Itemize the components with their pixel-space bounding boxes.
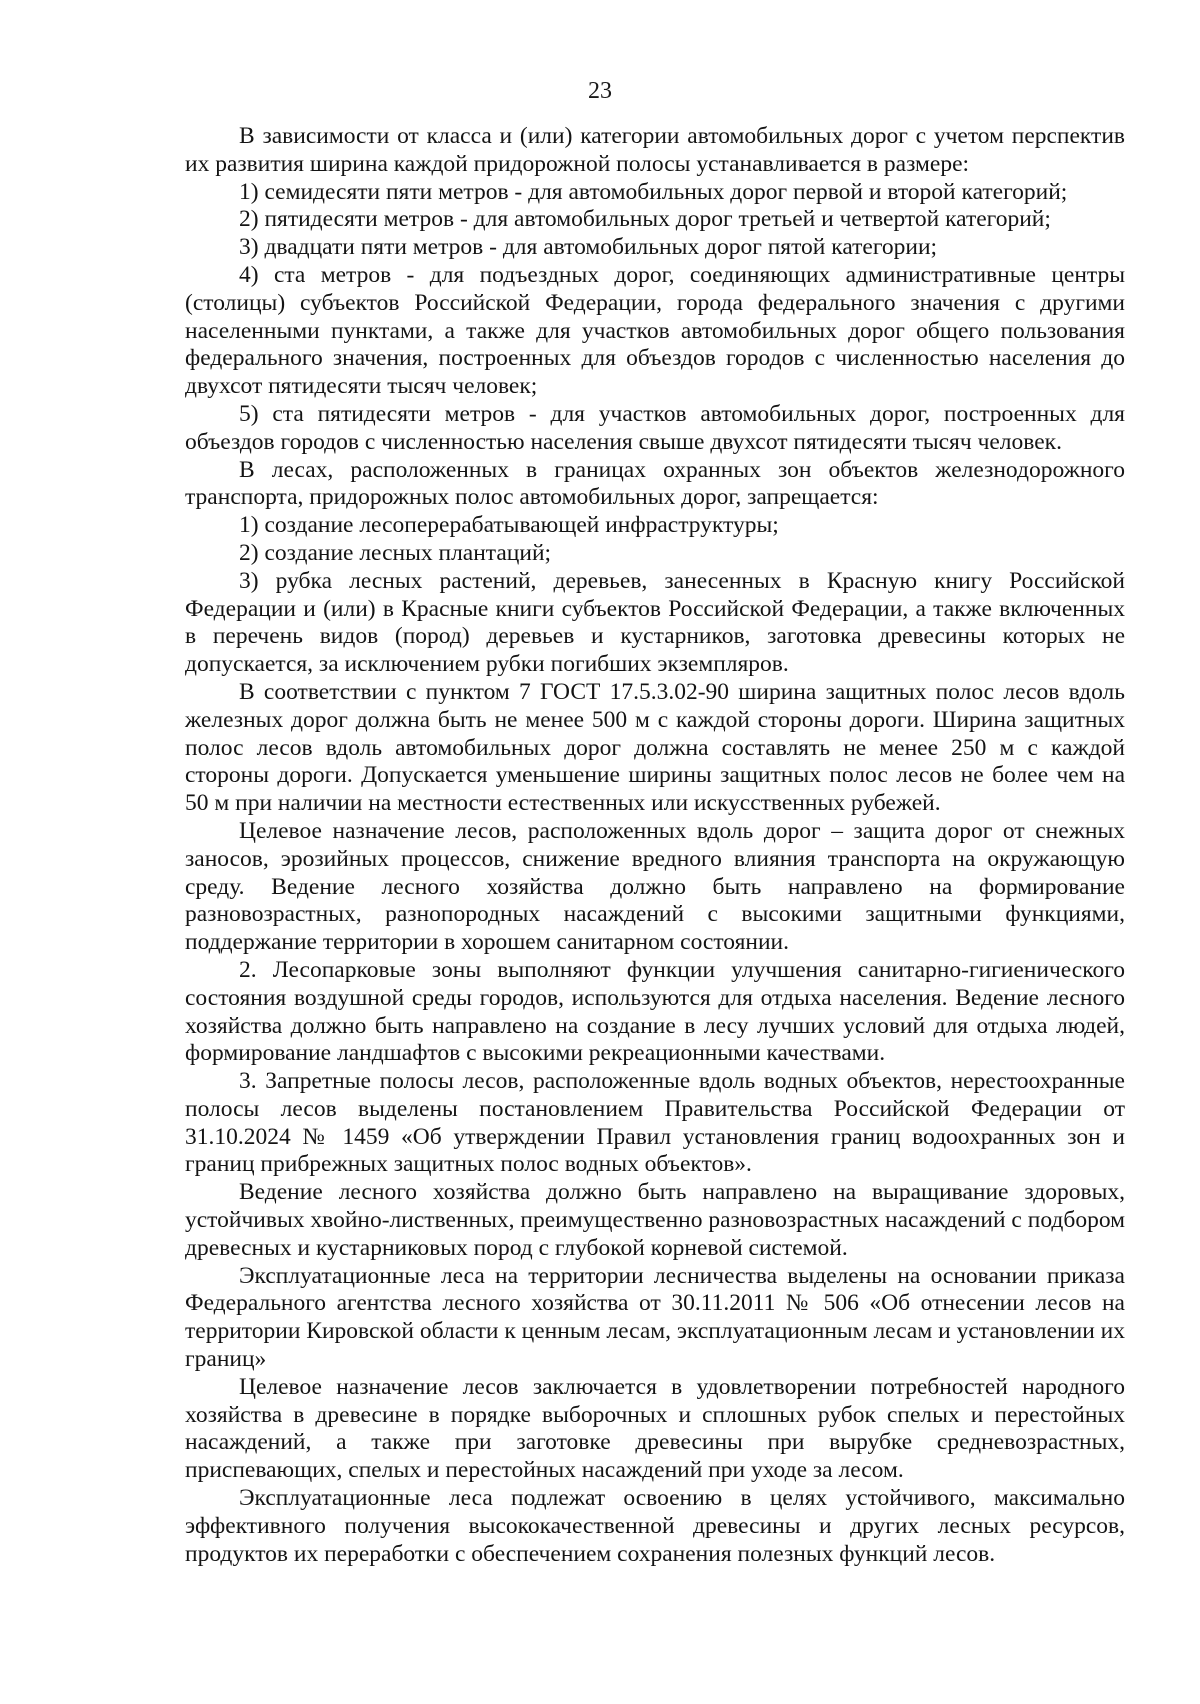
paragraph-gost-protective-strips: В соответствии с пунктом 7 ГОСТ 17.5.3.02-90 ширина защитных полос лесов вдоль железных дорог должна быть не менее 500 м с каждой стороны дороги. Ширина защитных полос лесов вдоль автомобильных дорог должна составлять не менее 250 м с каждой стороны дороги. Допускается уменьшение ширины защитных полос лесов не более чем на 50 м при наличии на местности естественных или искусственных рубежей. bbox=[185, 678, 1125, 817]
list-item-50-meters: 2) пятидесяти метров - для автомобильных дорог третьей и четвертой категорий; bbox=[239, 206, 1051, 233]
paragraph-exploitation-forests: Эксплуатационные леса на территории лесничества выделены на основании приказа Федерального агентства лесного хозяйства от 30.11.2011 № 506 «Об отнесении лесов на территории Кировской области к ценным лесам, эксплуатационным лесам и установлении их границ» bbox=[185, 1262, 1125, 1373]
list-item-150-meters: 5) ста пятидесяти метров - для участков автомобильных дорог, построенных для объездов городов с численностью населения свыше двухсот пятидесяти тысяч человек. bbox=[185, 400, 1125, 455]
document-body bbox=[185, 123, 1125, 1568]
paragraph-restricted-strips: 3. Запретные полосы лесов, расположенные вдоль водных объектов, нерестоохранные полосы лесов выделены постановлением Правительства Российской Федерации от 31.10.2024 № 1459 «Об утверждении Правил установления границ водоохранных зон и границ прибрежных защитных полос водных объектов». bbox=[185, 1068, 1125, 1178]
paragraph-exploitation-development: Эксплуатационные леса подлежат освоению в целях устойчивого, максимально эффективного получения высококачественной древесины и других лесных ресурсов, продуктов их переработки с обеспечением сохранения полезных функций лесов. bbox=[185, 1485, 1125, 1567]
list-item-75-meters: 1) семидесяти пяти метров - для автомобильных дорог первой и второй категорий; bbox=[239, 178, 1068, 205]
list-item-25-meters: 3) двадцати пяти метров - для автомобильных дорог пятой категории; bbox=[239, 234, 938, 261]
paragraph-road-forests-purpose: Целевое назначение лесов, расположенных вдоль дорог – защита дорог от снежных заносов, эрозийных процессов, снижение вредного влияния транспорта на окружающую среду. Ведение лесного хозяйства должно быть направлено на формирование разновозрастных, разнопородных насаждений с высокими защитными функциями, поддержание территории в хорошем санитарном состоянии. bbox=[185, 817, 1125, 956]
paragraph-road-strip-width: В зависимости от класса и (или) категории автомобильных дорог с учетом перспектив их развития ширина каждой придорожной полосы устанавливается в размере: bbox=[185, 123, 1125, 177]
list-item-prohibition-1: 1) создание лесоперерабатывающей инфраструктуры; bbox=[239, 512, 779, 539]
paragraph-forest-park-zones: 2. Лесопарковые зоны выполняют функции улучшения санитарно-гигиенического состояния воздушной среды городов, используются для отдыха населения. Ведение лесного хозяйства должно быть направлено на создание в лесу лучших условий для отдыха людей, формирование ландшафтов с высокими рекреационными качествами. bbox=[185, 956, 1125, 1067]
paragraph-forest-management-water: Ведение лесного хозяйства должно быть направлено на выращивание здоровых, устойчивых хвойно-лиственных, преимущественно разновозрастных насаждений с подбором древесных и кустарниковых пород с глубокой корневой системой. bbox=[185, 1179, 1125, 1261]
paragraph-exploitation-purpose: Целевое назначение лесов заключается в удовлетворении потребностей народного хозяйства в древесине в порядке выборочных и сплошных рубок спелых и перестойных насаждений, а также при заготовке древесины при вырубке средневозрастных, приспевающих, спелых и перестойных насаждений при уходе за лесом. bbox=[185, 1373, 1125, 1484]
paragraph-prohibitions-intro: В лесах, расположенных в границах охранных зон объектов железнодорожного транспорта, придорожных полос автомобильных дорог, запрещается: bbox=[185, 456, 1125, 511]
list-item-prohibition-2: 2) создание лесных плантаций; bbox=[239, 539, 552, 566]
page-number: 23 bbox=[588, 78, 612, 104]
list-item-100-meters: 4) ста метров - для подъездных дорог, соединяющих административные центры (столицы) субъектов Российской Федерации, города федерального значения с другими населенными пунктами, а также для участков автомобильных дорог общего пользования федерального значения, построенных для объездов городов с численностью населения до двухсот пятидесяти тысяч человек; bbox=[185, 261, 1125, 400]
list-item-prohibition-3: 3) рубка лесных растений, деревьев, занесенных в Красную книгу Российской Федерации и (или) в Красные книги субъектов Российской Федерации, а также включенных в перечень видов (пород) деревьев и кустарников, заготовка древесины которых не допускается, за исключением рубки погибших экземпляров. bbox=[185, 567, 1125, 678]
